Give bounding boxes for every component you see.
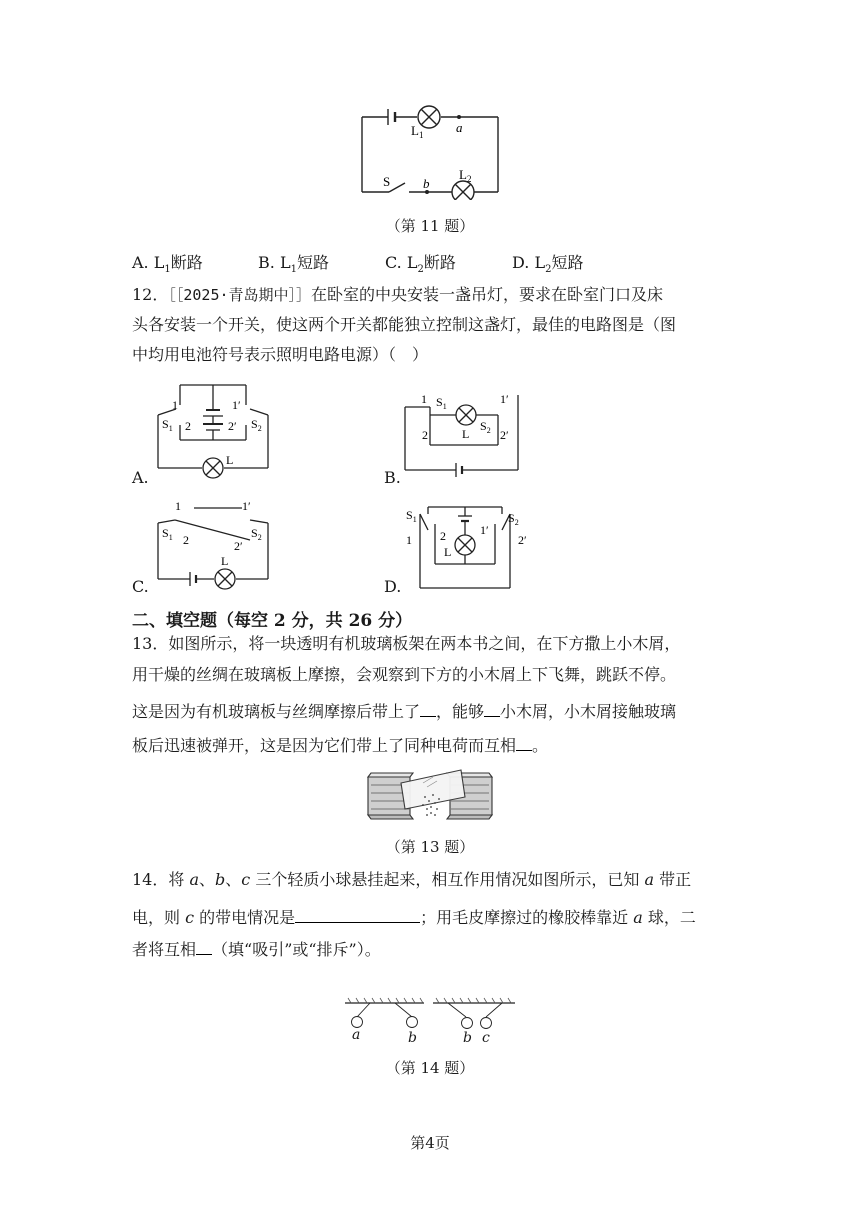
q11-option-c[interactable]: C. $L_2$断路 (385, 253, 456, 276)
q11-option-b[interactable]: B. $L_1$短路 (258, 253, 329, 276)
svg-text:L: L (221, 554, 229, 568)
q14-blank-2[interactable] (196, 936, 212, 955)
q12-line-2: 头各安装一个开关，使这两个开关都能独立控制这盏灯，最佳的电路图是（图 (132, 315, 677, 334)
q12-label-d[interactable]: D. (384, 577, 402, 596)
q13-line-4: 板后迅速被弹开，这是因为它们带上了同种电荷而互相 。 (132, 731, 548, 761)
svg-text:2: 2 (440, 529, 446, 543)
q14-line-3: 者将互相 （填“吸引”或“排斥”）。 (132, 935, 381, 965)
svg-text:1′: 1′ (500, 392, 509, 406)
q12-line-1: 12．［［2025·青岛期中］］在卧室的中央安装一盏吊灯，要求在卧室门口及床 (132, 285, 664, 304)
svg-text:S2: $S_2$ (508, 511, 519, 527)
svg-text:1: 1 (172, 398, 178, 412)
svg-text:2: 2 (422, 428, 428, 442)
q12-label-b[interactable]: B. (384, 468, 401, 487)
q14-ball-label-b-left: b (408, 1030, 417, 1046)
svg-text:1: 1 (406, 533, 412, 547)
svg-text:S1: $S_1$ (162, 417, 173, 433)
q13-figure-books-glass (365, 765, 495, 825)
q13-line-1: 13．如图所示，将一块透明有机玻璃板架在两本书之间，在下方撒上小木屑， (132, 634, 681, 653)
svg-text:L: L (462, 427, 470, 441)
q12-circuit-b[interactable] (400, 390, 525, 480)
q11-caption: （第 11 题） (385, 217, 475, 235)
svg-text:2: 2 (183, 533, 189, 547)
svg-text:S1: $S_1$ (406, 508, 417, 524)
q13-line-3: 这是因为有机玻璃板与丝绸摩擦后带上了 ，能够 小木屑，小木屑接触玻璃 (132, 697, 676, 727)
svg-text:S2: $S_2$ (251, 417, 262, 433)
svg-text:S1: $S_1$ (436, 395, 447, 411)
q11-label-l1: $L_1$ (411, 123, 424, 140)
svg-text:1′: 1′ (232, 398, 241, 412)
q12-line-3: 中均用电池符号表示照明电路电源）（ ） (132, 345, 429, 364)
svg-text:2: 2 (185, 419, 191, 433)
svg-text:L: L (226, 453, 234, 467)
q11-label-s: S (383, 174, 391, 189)
q11-label-a: a (456, 120, 463, 135)
q13-caption: （第 13 题） (385, 838, 475, 856)
q12-circuit-a[interactable] (150, 380, 275, 485)
q13-blank-3[interactable] (516, 732, 532, 751)
page-number: 第4页 (410, 1134, 450, 1152)
svg-text:2′: 2′ (234, 539, 243, 553)
svg-text:1: 1 (421, 392, 427, 406)
svg-text:2′: 2′ (518, 533, 527, 547)
svg-text:S1: $S_1$ (162, 526, 173, 542)
svg-text:2′: 2′ (228, 419, 237, 433)
svg-text:1′: 1′ (242, 499, 251, 513)
q14-figure-hanging-balls (340, 995, 520, 1045)
q13-blank-1[interactable] (420, 698, 436, 717)
q13-line-2: 用干燥的丝绸在玻璃板上摩擦，会观察到下方的小木屑上下飞舞，跳跃不停。 (132, 665, 677, 684)
svg-text:S2: $S_2$ (480, 419, 491, 435)
q11-option-a[interactable]: A. $L_1$断路 (132, 253, 203, 276)
svg-text:S2: $S_2$ (251, 526, 262, 542)
q12-circuit-d[interactable] (400, 502, 530, 592)
q12-label-c[interactable]: C. (132, 577, 149, 596)
q11-option-d[interactable]: D. $L_2$短路 (512, 253, 584, 276)
svg-text:1: 1 (175, 499, 181, 513)
q11-circuit-diagram (355, 100, 510, 200)
q14-ball-label-c: c (482, 1030, 490, 1046)
q12-label-a[interactable]: A. (132, 468, 149, 487)
q14-blank-1[interactable] (295, 904, 420, 923)
q13-blank-2[interactable] (484, 698, 500, 717)
q14-line-1: 14．将 a、b、c 三个轻质小球悬挂起来，相互作用情况如图所示，已知 a 带正 (132, 870, 692, 889)
q11-label-l2: $L_2$ (459, 167, 472, 184)
q11-label-b: b (423, 176, 430, 191)
q14-ball-label-a: a (352, 1027, 361, 1043)
q12-circuit-c[interactable] (150, 495, 275, 590)
svg-text:L: L (444, 545, 452, 559)
q14-ball-label-b-right: b (463, 1030, 472, 1046)
svg-text:2′: 2′ (500, 428, 509, 442)
q14-caption: （第 14 题） (385, 1059, 475, 1077)
section-2-heading: 二、填空题（每空 2 分，共 26 分） (132, 611, 413, 631)
q14-line-2: 电，则 c 的带电情况是 ；用毛皮摩擦过的橡胶棒靠近 a 球，二 (132, 903, 696, 933)
svg-text:1′: 1′ (480, 523, 489, 537)
